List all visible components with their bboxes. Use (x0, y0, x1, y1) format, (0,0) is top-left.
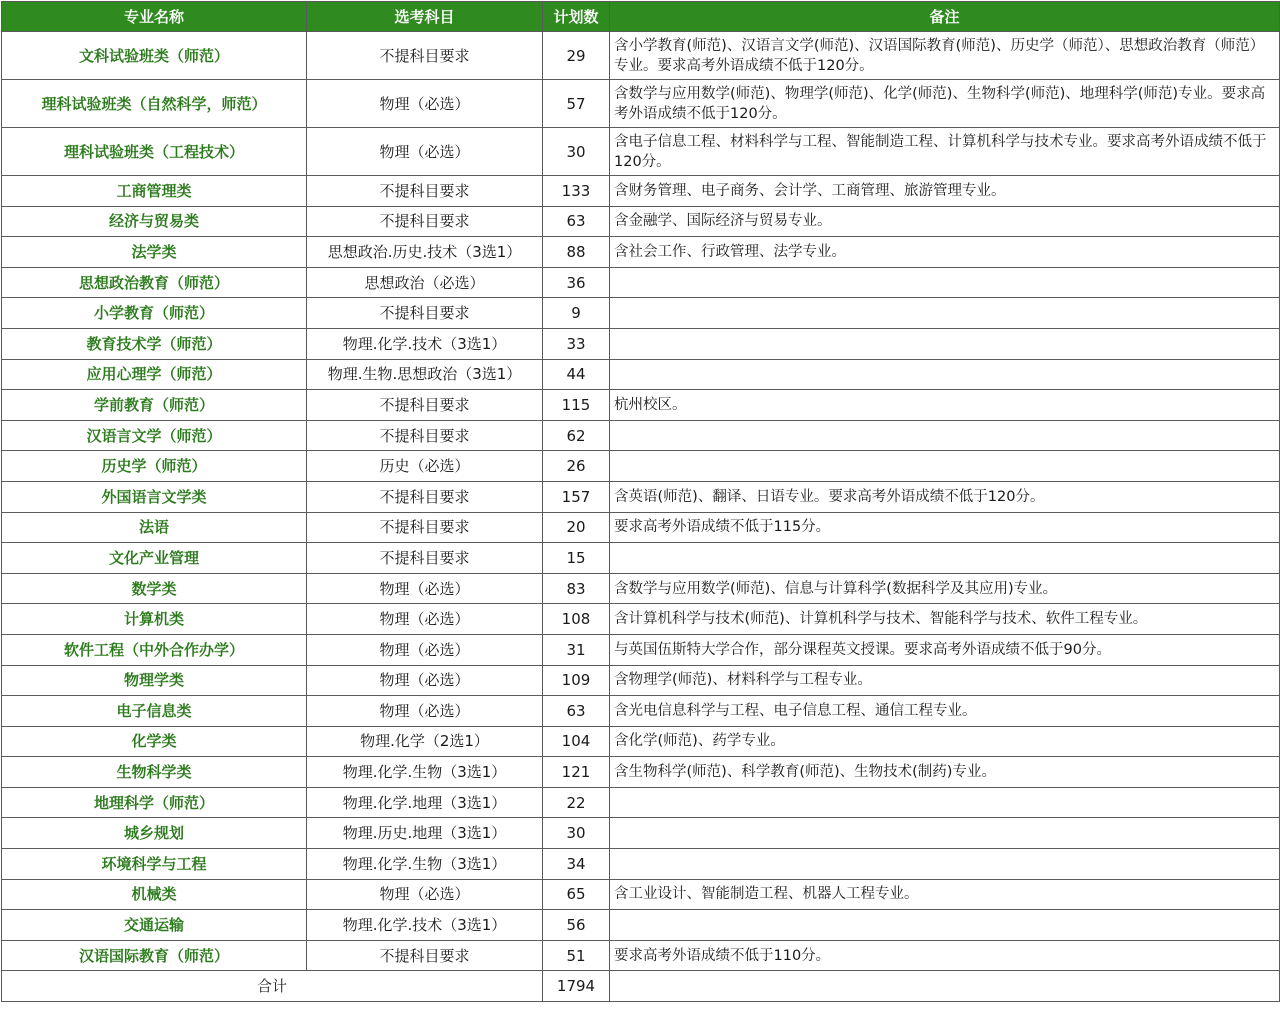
table-row (2, 726, 1280, 757)
major-name: 生物科学类 (2, 757, 307, 788)
table-row (2, 665, 1280, 696)
subject-requirement: 物理.化学.生物（3选1） (307, 757, 543, 788)
note-text: 含财务管理、电子商务、会计学、工商管理、旅游管理专业。 (610, 176, 1280, 207)
major-name: 机械类 (2, 879, 307, 910)
plan-count: 22 (543, 787, 610, 818)
total-row (2, 971, 1280, 1002)
subject-requirement: 物理（必选） (307, 696, 543, 727)
plan-count: 104 (543, 726, 610, 757)
note-text (610, 818, 1280, 849)
header-plan: 计划数 (543, 2, 610, 32)
table-row (2, 757, 1280, 788)
note-text: 含化学(师范)、药学专业。 (610, 726, 1280, 757)
table-row (2, 390, 1280, 421)
plan-count: 15 (543, 543, 610, 574)
major-name: 软件工程（中外合作办学） (2, 634, 307, 665)
subject-requirement: 物理（必选） (307, 879, 543, 910)
note-text (610, 298, 1280, 329)
subject-requirement: 物理.历史.地理（3选1） (307, 818, 543, 849)
subject-requirement: 不提科目要求 (307, 940, 543, 971)
plan-count: 115 (543, 390, 610, 421)
major-name: 文科试验班类（师范） (2, 32, 307, 80)
plan-count: 109 (543, 665, 610, 696)
table-row (2, 910, 1280, 941)
subject-requirement: 思想政治（必选） (307, 267, 543, 298)
major-name: 城乡规划 (2, 818, 307, 849)
table-row (2, 237, 1280, 268)
major-name: 理科试验班类（自然科学，师范） (2, 80, 307, 128)
plan-count: 34 (543, 849, 610, 880)
subject-requirement: 物理.化学.技术（3选1） (307, 910, 543, 941)
major-name: 数学类 (2, 573, 307, 604)
subject-requirement: 不提科目要求 (307, 512, 543, 543)
header-note: 备注 (610, 2, 1280, 32)
total-note-empty (610, 971, 1280, 1002)
subject-requirement: 物理（必选） (307, 604, 543, 635)
plan-count: 62 (543, 420, 610, 451)
subject-requirement: 思想政治.历史.技术（3选1） (307, 237, 543, 268)
plan-count: 31 (543, 634, 610, 665)
note-text: 含电子信息工程、材料科学与工程、智能制造工程、计算机科学与技术专业。要求高考外语成绩不低于120分。 (610, 128, 1280, 176)
subject-requirement: 不提科目要求 (307, 206, 543, 237)
major-name: 工商管理类 (2, 176, 307, 207)
table-row (2, 481, 1280, 512)
note-text (610, 787, 1280, 818)
table-row (2, 696, 1280, 727)
major-name: 汉语国际教育（师范） (2, 940, 307, 971)
table-row (2, 543, 1280, 574)
note-text: 含光电信息科学与工程、电子信息工程、通信工程专业。 (610, 696, 1280, 727)
header-major: 专业名称 (2, 2, 307, 32)
major-name: 教育技术学（师范） (2, 328, 307, 359)
major-name: 经济与贸易类 (2, 206, 307, 237)
plan-count: 56 (543, 910, 610, 941)
subject-requirement: 物理.化学（2选1） (307, 726, 543, 757)
table-row (2, 32, 1280, 80)
plan-count: 36 (543, 267, 610, 298)
table-row (2, 80, 1280, 128)
note-text: 杭州校区。 (610, 390, 1280, 421)
major-name: 思想政治教育（师范） (2, 267, 307, 298)
plan-count: 133 (543, 176, 610, 207)
note-text: 含计算机科学与技术(师范)、计算机科学与技术、智能科学与技术、软件工程专业。 (610, 604, 1280, 635)
plan-count: 157 (543, 481, 610, 512)
note-text: 含金融学、国际经济与贸易专业。 (610, 206, 1280, 237)
plan-count: 9 (543, 298, 610, 329)
subject-requirement: 历史（必选） (307, 451, 543, 482)
subject-requirement: 物理（必选） (307, 80, 543, 128)
major-name: 计算机类 (2, 604, 307, 635)
note-text: 含小学教育(师范)、汉语言文学(师范)、汉语国际教育(师范)、历史学（师范）、思想政治教育（师范）专业。要求高考外语成绩不低于120分。 (610, 32, 1280, 80)
table-row (2, 267, 1280, 298)
subject-requirement: 物理.生物.思想政治（3选1） (307, 359, 543, 390)
enrollment-plan-table (1, 1, 1280, 1002)
plan-count: 26 (543, 451, 610, 482)
major-name: 法学类 (2, 237, 307, 268)
table-row (2, 359, 1280, 390)
plan-count: 121 (543, 757, 610, 788)
note-text (610, 910, 1280, 941)
subject-requirement: 不提科目要求 (307, 481, 543, 512)
table-row (2, 604, 1280, 635)
table-row (2, 818, 1280, 849)
major-name: 历史学（师范） (2, 451, 307, 482)
plan-count: 44 (543, 359, 610, 390)
table-row (2, 849, 1280, 880)
plan-count: 30 (543, 128, 610, 176)
note-text: 要求高考外语成绩不低于115分。 (610, 512, 1280, 543)
table-row (2, 176, 1280, 207)
table-row (2, 451, 1280, 482)
major-name: 外国语言文学类 (2, 481, 307, 512)
note-text (610, 420, 1280, 451)
subject-requirement: 物理.化学.生物（3选1） (307, 849, 543, 880)
plan-count: 63 (543, 206, 610, 237)
plan-count: 63 (543, 696, 610, 727)
note-text (610, 451, 1280, 482)
subject-requirement: 物理（必选） (307, 665, 543, 696)
plan-count: 57 (543, 80, 610, 128)
major-name: 理科试验班类（工程技术） (2, 128, 307, 176)
subject-requirement: 物理.化学.技术（3选1） (307, 328, 543, 359)
note-text: 含物理学(师范)、材料科学与工程专业。 (610, 665, 1280, 696)
major-name: 学前教育（师范） (2, 390, 307, 421)
header-subjects: 选考科目 (307, 2, 543, 32)
subject-requirement: 物理.化学.地理（3选1） (307, 787, 543, 818)
header-row (2, 2, 1280, 32)
plan-count: 88 (543, 237, 610, 268)
major-name: 汉语言文学（师范） (2, 420, 307, 451)
note-text (610, 543, 1280, 574)
subject-requirement: 不提科目要求 (307, 420, 543, 451)
subject-requirement: 不提科目要求 (307, 298, 543, 329)
major-name: 小学教育（师范） (2, 298, 307, 329)
major-name: 文化产业管理 (2, 543, 307, 574)
plan-count: 29 (543, 32, 610, 80)
subject-requirement: 不提科目要求 (307, 543, 543, 574)
table-row (2, 940, 1280, 971)
table-row (2, 634, 1280, 665)
subject-requirement: 物理（必选） (307, 634, 543, 665)
total-plan-count: 1794 (543, 971, 610, 1002)
plan-count: 30 (543, 818, 610, 849)
note-text: 含数学与应用数学(师范)、信息与计算科学(数据科学及其应用)专业。 (610, 573, 1280, 604)
plan-count: 51 (543, 940, 610, 971)
table-row (2, 420, 1280, 451)
plan-count: 108 (543, 604, 610, 635)
plan-count: 20 (543, 512, 610, 543)
table-row (2, 328, 1280, 359)
subject-requirement: 物理（必选） (307, 573, 543, 604)
table-row (2, 206, 1280, 237)
note-text (610, 849, 1280, 880)
note-text: 含英语(师范)、翻译、日语专业。要求高考外语成绩不低于120分。 (610, 481, 1280, 512)
major-name: 化学类 (2, 726, 307, 757)
note-text: 与英国伍斯特大学合作，部分课程英文授课。要求高考外语成绩不低于90分。 (610, 634, 1280, 665)
table-row (2, 128, 1280, 176)
table-row (2, 787, 1280, 818)
note-text: 含生物科学(师范)、科学教育(师范)、生物技术(制药)专业。 (610, 757, 1280, 788)
table-body (2, 32, 1280, 1002)
major-name: 物理学类 (2, 665, 307, 696)
major-name: 应用心理学（师范） (2, 359, 307, 390)
plan-count: 65 (543, 879, 610, 910)
table-row (2, 298, 1280, 329)
table-row (2, 512, 1280, 543)
table-row (2, 573, 1280, 604)
note-text (610, 328, 1280, 359)
subject-requirement: 不提科目要求 (307, 32, 543, 80)
major-name: 法语 (2, 512, 307, 543)
note-text: 含数学与应用数学(师范)、物理学(师范)、化学(师范)、生物科学(师范)、地理科学(师范)专业。要求高考外语成绩不低于120分。 (610, 80, 1280, 128)
plan-count: 33 (543, 328, 610, 359)
plan-count: 83 (543, 573, 610, 604)
major-name: 环境科学与工程 (2, 849, 307, 880)
note-text (610, 359, 1280, 390)
total-label: 合计 (2, 971, 543, 1002)
note-text: 含工业设计、智能制造工程、机器人工程专业。 (610, 879, 1280, 910)
major-name: 电子信息类 (2, 696, 307, 727)
major-name: 地理科学（师范） (2, 787, 307, 818)
subject-requirement: 不提科目要求 (307, 176, 543, 207)
note-text (610, 267, 1280, 298)
note-text: 含社会工作、行政管理、法学专业。 (610, 237, 1280, 268)
table-row (2, 879, 1280, 910)
note-text: 要求高考外语成绩不低于110分。 (610, 940, 1280, 971)
subject-requirement: 不提科目要求 (307, 390, 543, 421)
major-name: 交通运输 (2, 910, 307, 941)
subject-requirement: 物理（必选） (307, 128, 543, 176)
